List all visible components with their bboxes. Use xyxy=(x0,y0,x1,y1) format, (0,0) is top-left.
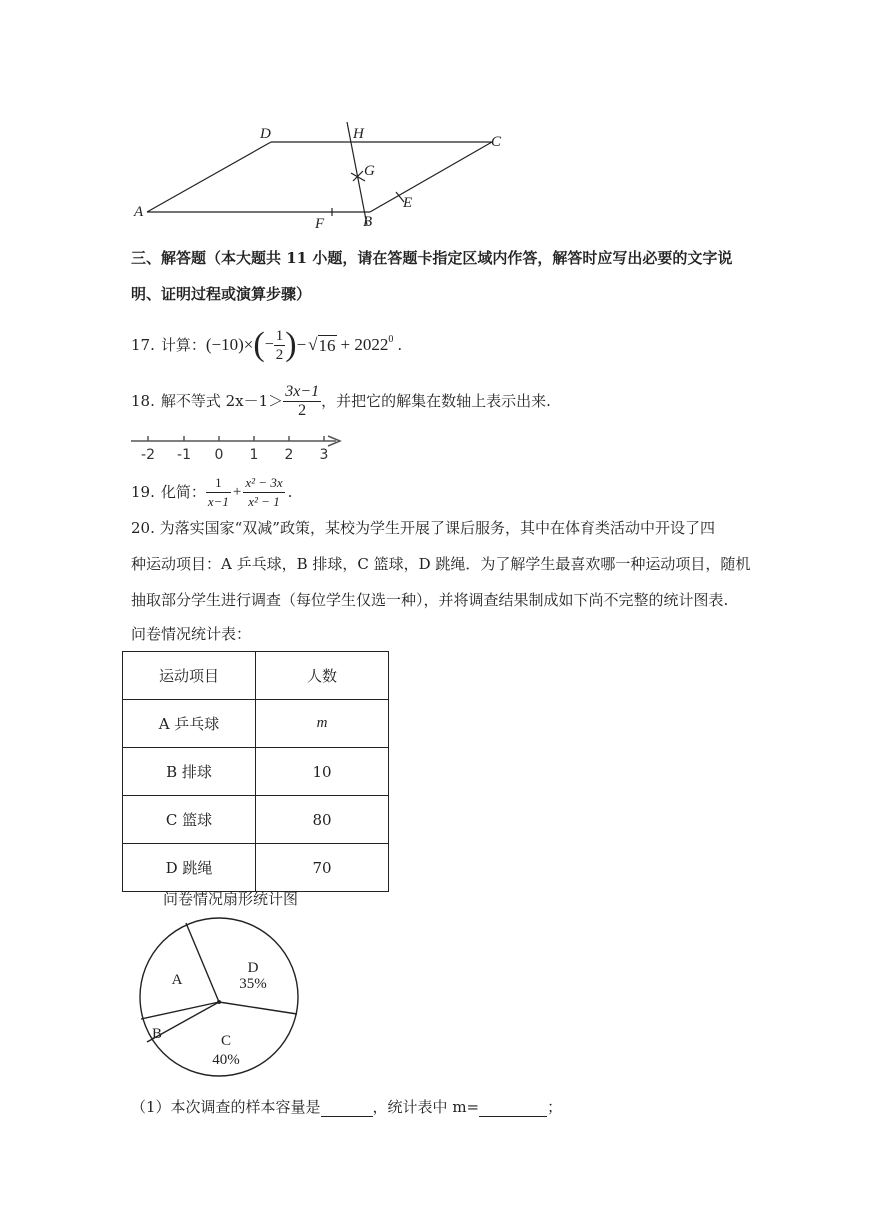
pie-divider-dc xyxy=(219,1002,297,1014)
pie-label-a: A xyxy=(171,972,183,988)
label-g: G xyxy=(364,163,375,179)
q19-fraction2: $\frac{\text{x² − 3x}}{\text{x² − 1}}$ xyxy=(245,474,283,509)
table-cell-count: 10 xyxy=(256,748,389,796)
q17-paren-left: ( xyxy=(253,326,265,363)
table-cell-count: m xyxy=(256,700,389,748)
label-c: C xyxy=(491,134,502,150)
q19-plus: + xyxy=(232,484,242,500)
q17-fraction: $\frac{1}{2}$ xyxy=(275,327,284,363)
pie-divider-ad xyxy=(186,923,219,1002)
label-e: E xyxy=(403,195,413,211)
pie-label-c: C xyxy=(220,1033,232,1049)
m-value-blank[interactable] xyxy=(479,1100,547,1117)
q19-number: 19. xyxy=(131,483,155,501)
label-a: A xyxy=(134,204,144,220)
q17-expr-a: (−10)× xyxy=(205,335,254,354)
section-heading-line2: 明、证明过程或演算步骤） xyxy=(131,285,312,303)
q17-paren-right: ) xyxy=(285,326,297,363)
table-caption: 问卷情况统计表： xyxy=(131,625,252,643)
table-cell-count: 80 xyxy=(256,796,389,844)
question-18 xyxy=(131,380,551,422)
pie-label-d: D xyxy=(247,960,259,976)
tick-neg2: -2 xyxy=(141,447,155,462)
q20-line1: 20. 为落实国家“双减”政策，某校为学生开展了课后服务，其中在体育类活动中开设了四 xyxy=(131,519,715,537)
table-header-row xyxy=(123,652,389,700)
segment-ad xyxy=(147,142,271,212)
tick-neg1: -1 xyxy=(177,447,191,462)
pie-label-b: B xyxy=(151,1026,163,1042)
q19-fraction1: $\frac{1}{x-1}$ xyxy=(207,474,229,509)
pie-chart xyxy=(138,915,304,1081)
table-header-count: 人数 xyxy=(256,652,389,700)
table-row xyxy=(123,796,389,844)
q17-minus: − xyxy=(296,335,307,354)
q20-line3: 抽取部分学生进行调查（每位学生仅选一种），并将调查结果制成如下尚不完整的统计图表. xyxy=(131,591,729,609)
q17-year: + 2022 xyxy=(340,335,389,354)
table-row xyxy=(123,700,389,748)
table-cell-item: A 乒乓球 xyxy=(123,700,256,748)
table-header-item: 运动项目 xyxy=(123,652,256,700)
q17-prefix: 计算： xyxy=(160,336,206,354)
q17-exp: 0 xyxy=(388,334,394,345)
parallelogram-figure xyxy=(130,115,510,240)
table-cell-item: D 跳绳 xyxy=(123,844,256,892)
q18-fraction: $\frac{3x-1}{2}$ xyxy=(285,382,320,419)
table-cell-item: B 排球 xyxy=(123,748,256,796)
pie-chart-title: 问卷情况扇形统计图 xyxy=(163,890,299,908)
tick-0: 0 xyxy=(214,447,224,462)
table-row xyxy=(123,844,389,892)
q17-end: . xyxy=(397,336,403,354)
q19-prefix: 化简： xyxy=(160,483,206,501)
q20-line2: 种运动项目：A 乒乓球，B 排球，C 篮球，D 跳绳．为了解学生最喜欢哪一种运动项目，随机 xyxy=(131,555,751,573)
q18-suffix: ，并把它的解集在数轴上表示出来. xyxy=(321,392,551,410)
q20-sub1-end: ； xyxy=(547,1098,563,1116)
tick-1: 1 xyxy=(249,447,259,462)
q17-number: 17. xyxy=(131,336,155,354)
question-19 xyxy=(131,470,292,514)
label-f: F xyxy=(315,216,325,232)
pie-percent-d: 35% xyxy=(239,976,267,992)
q18-prefix: 解不等式 2x－1＞ xyxy=(160,392,284,410)
q19-end: . xyxy=(287,483,293,501)
q20-sub1-mid: ，统计表中 m= xyxy=(372,1098,480,1116)
label-h: H xyxy=(353,126,364,142)
segment-cb xyxy=(370,142,492,212)
q18-number: 18. xyxy=(131,392,155,410)
survey-table xyxy=(122,651,389,892)
question-17: 17. 计算： (−10)× ( − $\frac{1}{2}$ ) − √ 16 + 2022 $^0$ . xyxy=(131,326,403,363)
pie-percent-c: 40% xyxy=(212,1052,240,1068)
table-cell-count: 70 xyxy=(256,844,389,892)
pie-divider-ba xyxy=(141,1002,219,1019)
table-row xyxy=(123,748,389,796)
q20-sub1 xyxy=(131,1097,562,1117)
label-d: D xyxy=(260,126,271,142)
tick-3: 3 xyxy=(319,447,329,462)
section-heading-line1: 三、解答题（本大题共 11 小题，请在答题卡指定区域内作答，解答时应写出必要的文字说 xyxy=(131,249,733,267)
sample-size-blank[interactable] xyxy=(321,1100,373,1117)
q17-sqrt: 16 xyxy=(318,335,336,355)
label-b: B xyxy=(363,214,373,230)
q20-sub1-prefix: （1）本次调查的样本容量是 xyxy=(131,1098,321,1116)
table-cell-item: C 篮球 xyxy=(123,796,256,844)
tick-2: 2 xyxy=(284,447,294,462)
number-line xyxy=(128,432,348,462)
